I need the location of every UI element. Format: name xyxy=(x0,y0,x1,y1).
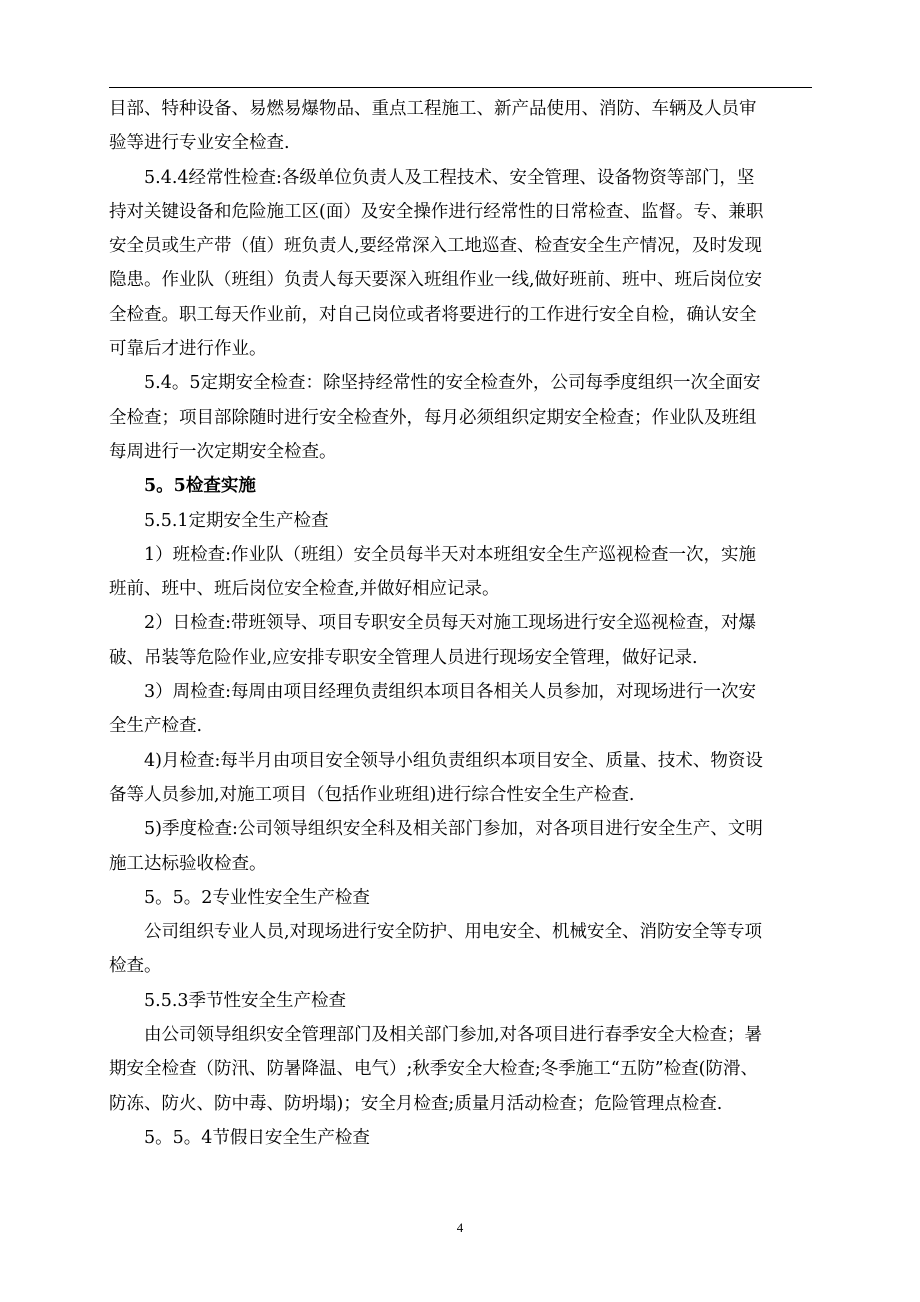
text-line: 可靠后才进行作业。 xyxy=(109,339,267,360)
paragraph xyxy=(109,92,814,161)
text-line: 由公司领导组织安全管理部门及相关部门参加,对各项目进行春季安全大检查；暑 xyxy=(144,1025,763,1046)
paragraph xyxy=(109,504,814,538)
text-line: 目部、特种设备、易燃易爆物品、重点工程施工、新产品使用、消防、车辆及人员审 xyxy=(109,99,757,119)
paragraph xyxy=(109,469,814,503)
text-line: 持对关键设备和危险施工区(面）及安全操作进行经常性的日常检查、监督。专、兼职 xyxy=(109,201,764,222)
text-line: 隐患。作业队（班组）负责人每天要深入班组作业一线,做好班前、班中、班后岗位安 xyxy=(109,270,763,291)
text-line: 期安全检查（防汛、防暑降温、电气）;秋季安全大检查;冬季施工“五防”检查(防滑、 xyxy=(109,1059,759,1080)
text-line: 全生产检查. xyxy=(109,716,203,737)
text-line: 破、吊装等危险作业,应安排专职安全管理人员进行现场安全管理，做好记录. xyxy=(109,647,698,668)
text-line: 安全员或生产带（值）班负责人,要经常深入工地巡查、检查安全生产情况，及时发现 xyxy=(109,236,763,257)
paragraph xyxy=(109,606,814,675)
paragraph xyxy=(109,812,814,881)
paragraph xyxy=(109,881,814,915)
text-line: 备等人员参加,对施工项目（包括作业班组)进行综合性安全生产检查. xyxy=(109,784,635,805)
text-line: 5。5检查实施 xyxy=(144,476,256,497)
paragraph xyxy=(109,161,814,367)
paragraph xyxy=(109,366,814,469)
text-line: 全检查。职工每天作业前，对自己岗位或者将要进行的工作进行安全自检，确认安全 xyxy=(109,304,757,325)
text-line: 5.5.1定期安全生产检查 xyxy=(144,510,329,531)
text-line: 防冻、防火、防中毒、防坍塌)；安全月检查;质量月活动检查；危险管理点检查. xyxy=(109,1093,723,1114)
text-line: 验等进行专业安全检查. xyxy=(109,133,290,154)
body-text xyxy=(109,92,814,1155)
paragraph xyxy=(109,984,814,1018)
paragraph xyxy=(109,744,814,813)
text-line: 4)月检查:每半月由项目安全领导小组负责组织本项目安全、质量、技术、物资设 xyxy=(144,750,763,771)
text-line: 5.4。5定期安全检查：除坚持经常性的安全检查外，公司每季度组织一次全面安 xyxy=(144,373,761,394)
paragraph xyxy=(109,1121,814,1155)
header-rule xyxy=(109,87,812,88)
text-line: 5。5。2专业性安全生产检查 xyxy=(144,887,370,908)
text-line: 全检查；项目部除随时进行安全检查外，每月必须组织定期安全检查；作业队及班组 xyxy=(109,407,757,428)
text-line: 1）班检查:作业队（班组）安全员每半天对本班组安全生产巡视检查一次，实施 xyxy=(144,544,757,565)
paragraph xyxy=(109,1018,814,1121)
text-line: 3）周检查:每周由项目经理负责组织本项目各相关人员参加，对现场进行一次安 xyxy=(144,682,757,703)
text-line: 检查。 xyxy=(109,956,162,977)
paragraph xyxy=(109,915,814,984)
text-line: 5.4.4经常性检查:各级单位负责人及工程技术、安全管理、设备物资等部门，坚 xyxy=(144,167,755,188)
text-line: 每周进行一次定期安全检查。 xyxy=(109,441,337,462)
text-line: 公司组织专业人员,对现场进行安全防护、用电安全、机械安全、消防安全等专项 xyxy=(144,922,763,943)
text-line: 2）日检查:带班领导、项目专职安全员每天对施工现场进行安全巡视检查，对爆 xyxy=(144,613,757,634)
text-line: 5.5.3季节性安全生产检查 xyxy=(144,990,347,1011)
paragraph xyxy=(109,538,814,607)
paragraph xyxy=(109,675,814,744)
text-line: 5。5。4节假日安全生产检查 xyxy=(144,1127,370,1148)
text-line: 5)季度检查:公司领导组织安全科及相关部门参加，对各项目进行安全生产、文明 xyxy=(144,819,763,840)
text-line: 施工达标验收检查。 xyxy=(109,853,267,874)
page-number: 4 xyxy=(456,1220,464,1235)
text-line: 班前、班中、班后岗位安全检查,并做好相应记录。 xyxy=(109,579,500,600)
